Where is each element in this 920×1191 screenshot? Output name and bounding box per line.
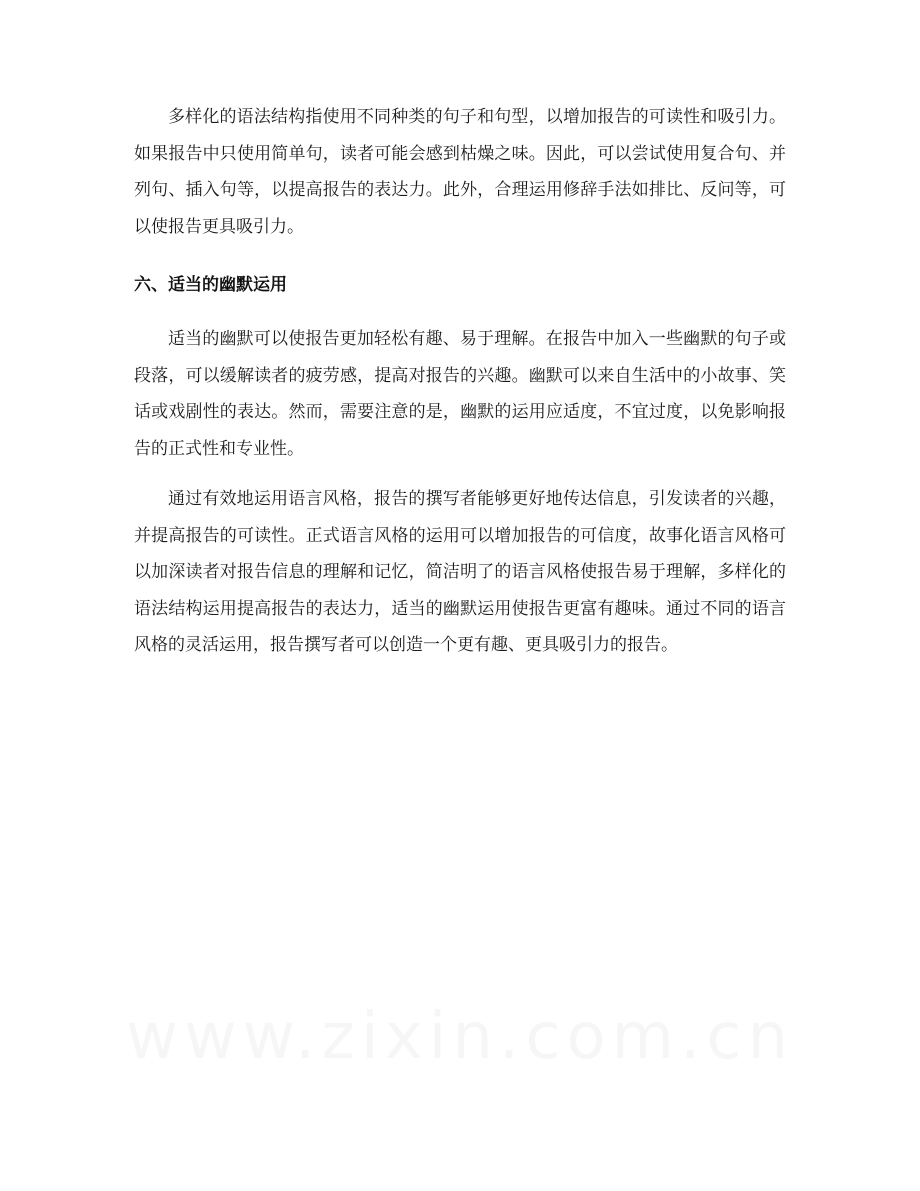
paragraph-conclusion: 通过有效地运用语言风格，报告的撰写者能够更好地传达信息，引发读者的兴趣，并提高报告的可读性。正式语言风格的运用可以增加报告的可信度，故事化语言风格可以加深读者对报告信息的理解和记忆，简洁明了的语言风格使报告易于理解，多样化的语法结构运用提高报告的表达力，适当的幽默运用使报告更富有趣味。通过不同的语言风格的灵活运用，报告撰写者可以创造一个更有趣、更具吸引力的报告。: [134, 489, 786, 655]
paragraph-gap: [134, 467, 786, 481]
document-body: [134, 99, 786, 664]
section-heading-humor: 六、适当的幽默运用: [134, 275, 287, 295]
paragraph-humor: 适当的幽默可以使报告更加轻松有趣、易于理解。在报告中加入一些幽默的句子或段落，可以缓解读者的疲劳感，提高对报告的兴趣。幽默可以来自生活中的小故事、笑话或戏剧性的表达。然而，需要注意的是，幽默的运用应适度，不宜过度，以免影响报告的正式性和专业性。: [134, 329, 786, 459]
watermark-text: [0, 1000, 920, 1074]
paragraph-grammar-structure: 多样化的语法结构指使用不同种类的句子和句型，以增加报告的可读性和吸引力。如果报告中只使用简单句，读者可能会感到枯燥之味。因此，可以尝试使用复合句、并列句、插入句等，以提高报告的表达力。此外，合理运用修辞手法如排比、反问等，可以使报告更具吸引力。: [134, 107, 786, 237]
